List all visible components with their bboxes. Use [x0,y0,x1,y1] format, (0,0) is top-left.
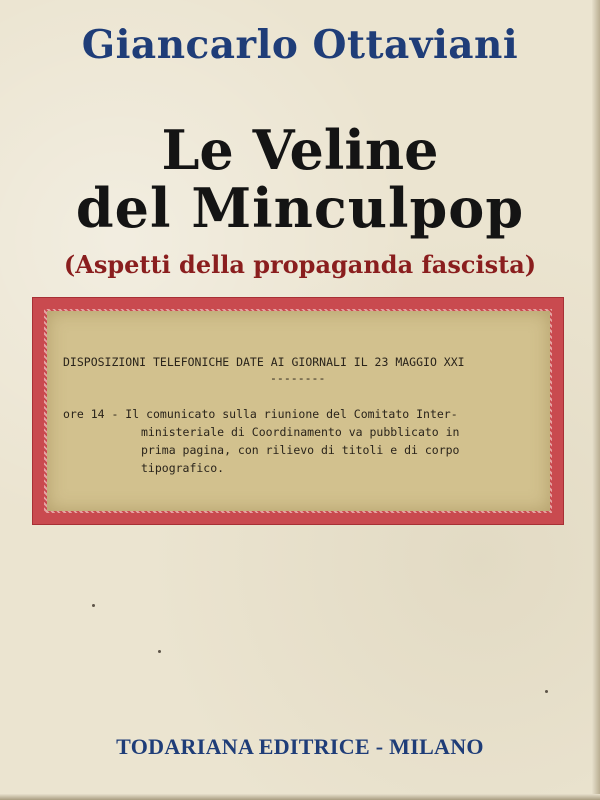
cover-edge-bottom [0,794,600,800]
document-line: ministeriale di Coordinamento va pubblicato in [141,425,460,439]
document-rule: -------- [270,371,326,385]
paper-speck [545,690,548,693]
document-line: ore 14 - Il comunicato sulla riunione del Comitato Inter- [63,407,458,421]
subtitle: (Aspetti della propaganda fascista) [63,250,537,279]
title-line-2: del Minculpop [75,176,525,240]
document-line: tipografico. [141,461,225,475]
document-line: prima pagina, con rilievo di titoli e di corpo [141,443,460,457]
paper-speck [92,604,95,607]
paper-speck [158,650,161,653]
title-line-1: Le Veline [161,118,439,182]
document-heading: DISPOSIZIONI TELEFONICHE DATE AI GIORNALI IL 23 MAGGIO XXI [63,355,465,369]
telegram-document [47,311,550,511]
author-name: Giancarlo Ottaviani [81,22,519,68]
publisher-name: TODARIANA EDITRICE - MILANO [116,734,484,759]
cover-edge-right [592,0,600,800]
